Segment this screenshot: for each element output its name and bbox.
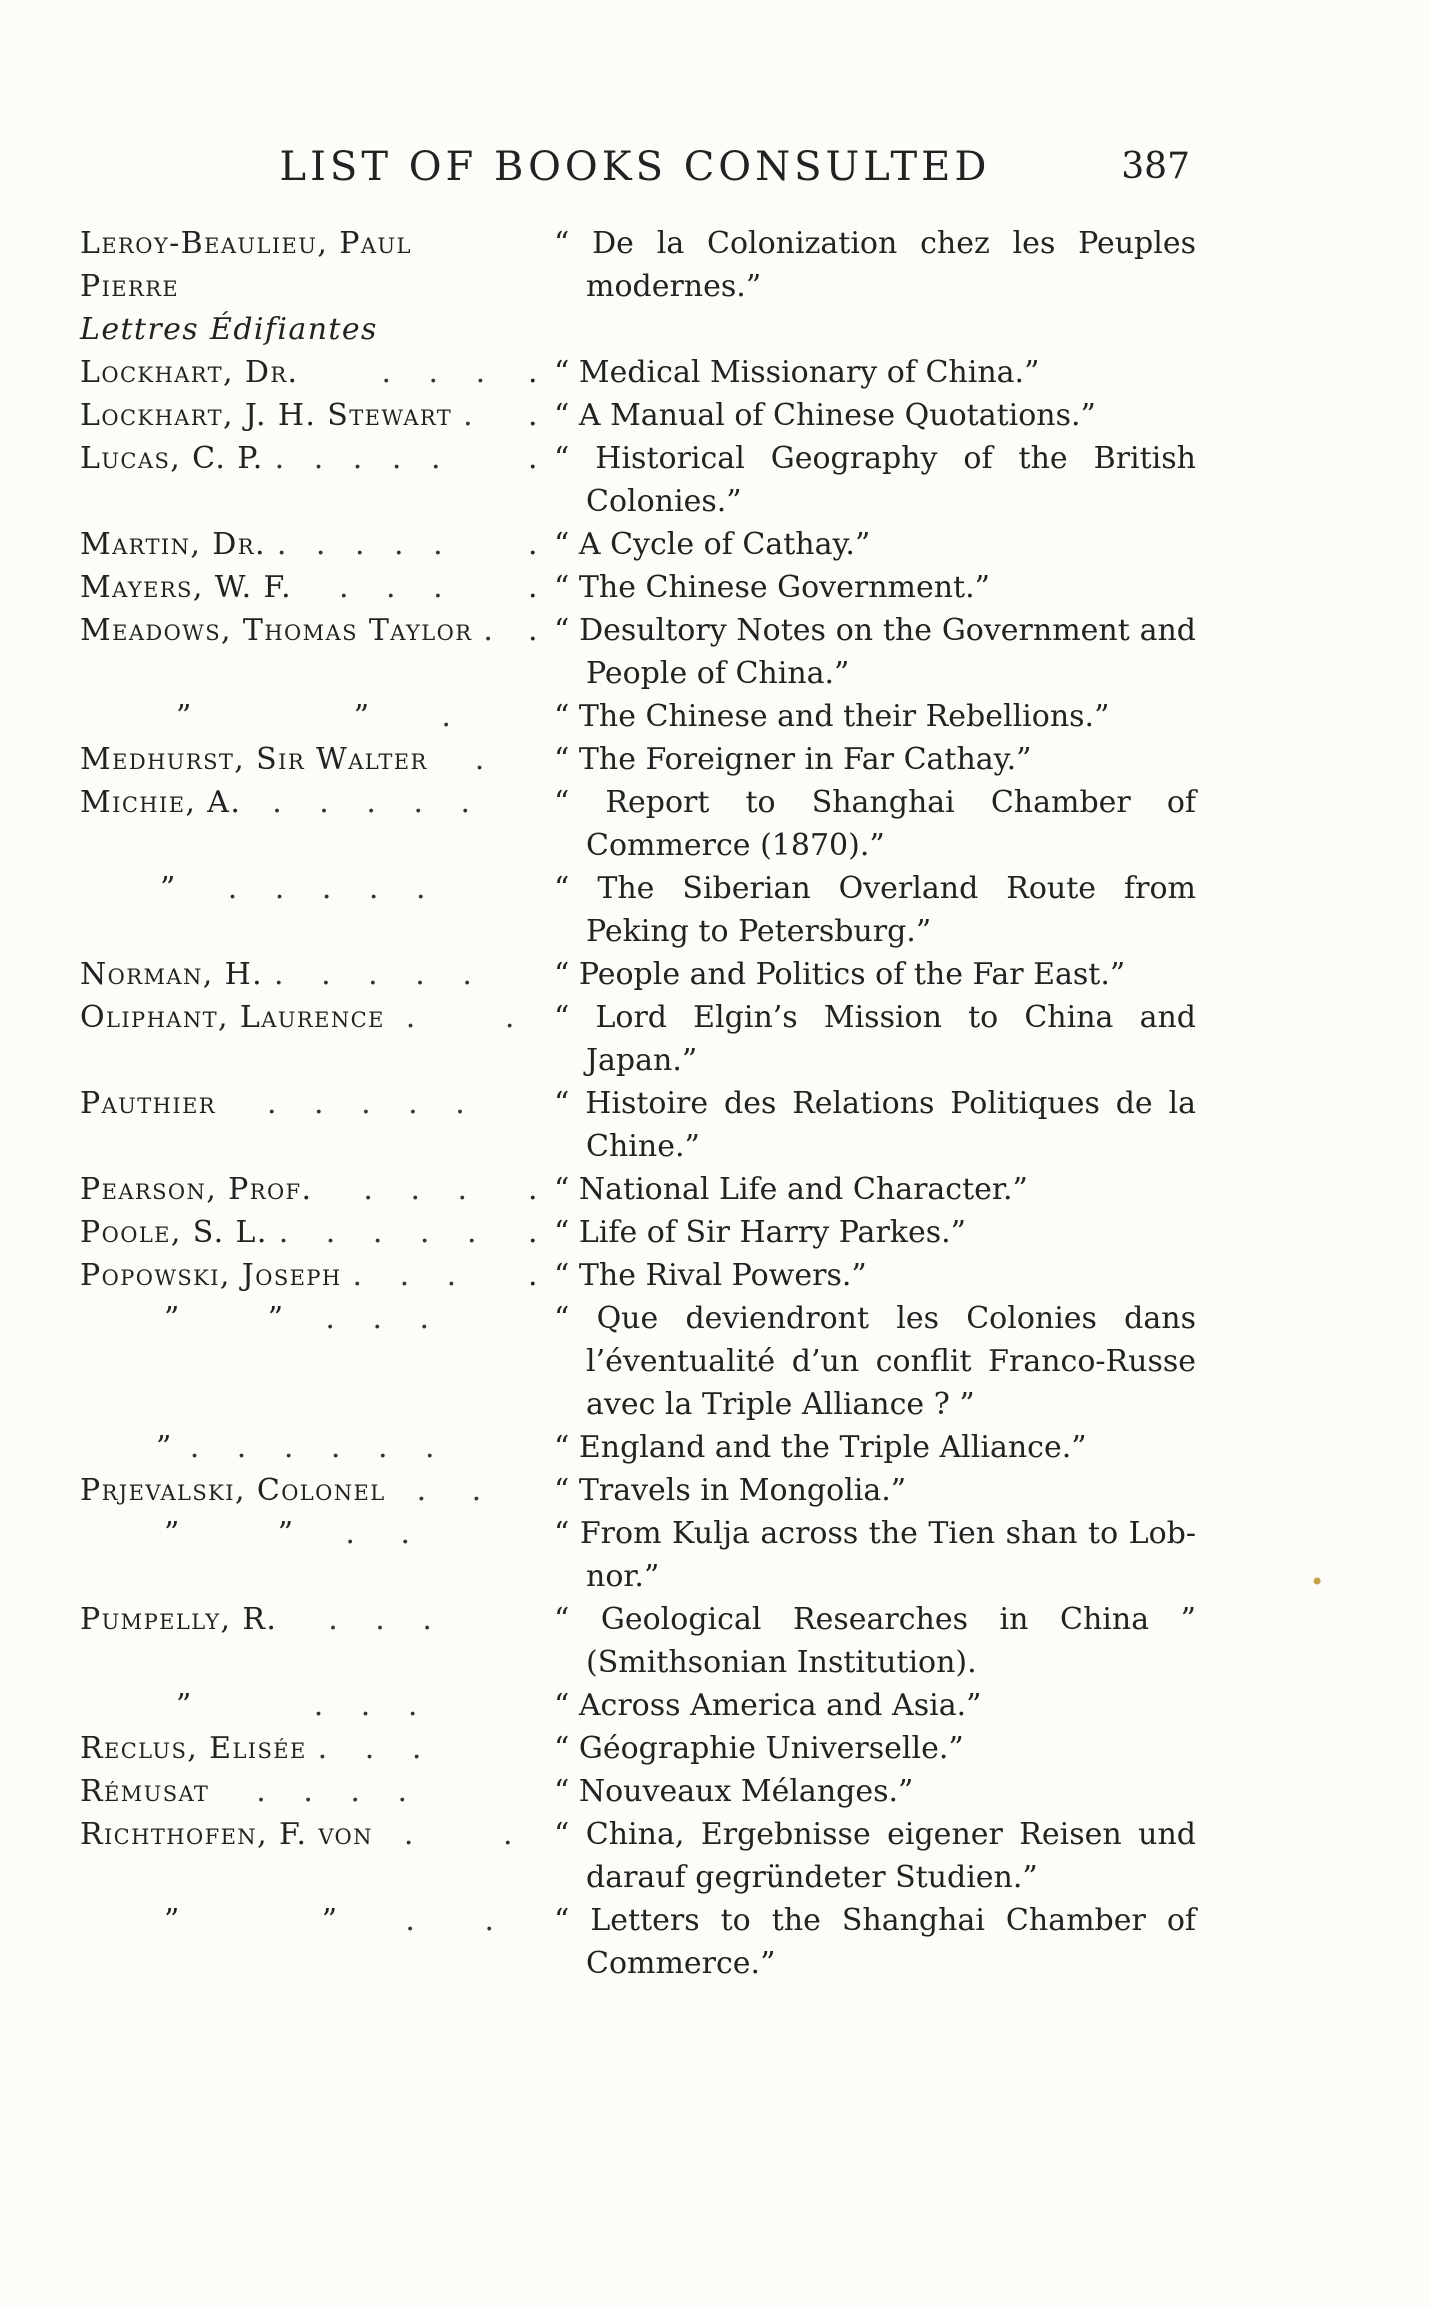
leader-dots: . . . . . bbox=[274, 441, 451, 476]
ditto-mark: ” bbox=[277, 1516, 295, 1551]
list-item: Popowski, Joseph . . . . “ The Rival Powers.” bbox=[80, 1254, 1200, 1297]
book-title: “ Life of Sir Harry Parkes.” bbox=[554, 1215, 966, 1250]
author-name: Michie, A. bbox=[80, 785, 242, 820]
list-item: Pearson, Prof. . . . . “ National Life and Character.” bbox=[80, 1168, 1200, 1211]
leader-dots: . . . . . bbox=[266, 1086, 479, 1121]
list-item bbox=[80, 1426, 1200, 1469]
author-name: Mayers, W. F. bbox=[80, 570, 293, 605]
leader-dots: . . . . . bbox=[278, 1215, 491, 1250]
author-name: Rémusat bbox=[80, 1774, 210, 1809]
list-item bbox=[80, 781, 1200, 867]
author-name: Poole, S. L. bbox=[80, 1215, 268, 1250]
leader-dots: . . . . . bbox=[227, 871, 440, 906]
list-item: Poole, S. L. . . . . . . “ Life of Sir Harry Parkes.” bbox=[80, 1211, 1200, 1254]
list-item bbox=[80, 1770, 1200, 1813]
book-title: “ The Foreigner in Far Cathay.” bbox=[554, 742, 1032, 777]
book-title: “ The Chinese Government.” bbox=[554, 570, 990, 605]
page-title: LIST OF BOOKS CONSULTED bbox=[279, 144, 991, 190]
author-name: Pumpelly, R. bbox=[80, 1602, 278, 1637]
author-name: Leroy-Beaulieu, Paul bbox=[80, 226, 412, 261]
book-title: “ Travels in Mongolia.” bbox=[554, 1473, 907, 1508]
book-title: “ Letters to the Shanghai Chamber of Commerce.” bbox=[554, 1903, 1196, 1981]
leader-dots: . . . bbox=[363, 1172, 482, 1207]
list-item: Martin, Dr. . . . . . . “ A Cycle of Cathay.” bbox=[80, 523, 1200, 566]
leader-dots: . . . bbox=[352, 1258, 471, 1293]
author-name: Lucas, C. P. bbox=[80, 441, 264, 476]
book-title: “ Across America and Asia.” bbox=[554, 1688, 982, 1723]
list-item bbox=[80, 738, 1200, 781]
ditto-mark: ” bbox=[156, 1430, 173, 1465]
book-title: “ People and Politics of the Far East.” bbox=[554, 957, 1126, 992]
book-title: “ Lord Elgin’s Mission to China and Japan.” bbox=[554, 1000, 1196, 1078]
book-title: “ National Life and Character.” bbox=[554, 1172, 1028, 1207]
list-item bbox=[80, 1598, 1200, 1684]
book-title: “ China, Ergebnisse eigener Reisen und darauf gegründeter Studien.” bbox=[554, 1817, 1196, 1895]
leader-dots: . . . bbox=[325, 1301, 444, 1336]
leader-dots: . bbox=[441, 699, 453, 734]
ditto-mark: ” bbox=[164, 1516, 181, 1551]
leader-dots: . . . bbox=[381, 355, 500, 390]
list-item: Mayers, W. F. . . . . “ The Chinese Government.” bbox=[80, 566, 1200, 609]
leader-dots: . . bbox=[416, 1473, 500, 1508]
leader-dots: . . . bbox=[313, 1688, 432, 1723]
book-title: “ From Kulja across the Tien shan to Lob-nor.” bbox=[554, 1516, 1196, 1594]
author-name: Lockhart, J. H. Stewart bbox=[80, 398, 453, 433]
list-item bbox=[80, 695, 1200, 738]
list-item bbox=[80, 867, 1200, 953]
leader-dots: . . bbox=[405, 1903, 524, 1938]
leader-dots: . . bbox=[345, 1516, 428, 1551]
leader-dots: . . bbox=[403, 1817, 553, 1852]
book-title: “ England and the Triple Alliance.” bbox=[554, 1430, 1087, 1465]
author-name: Norman, H. bbox=[80, 957, 264, 992]
ditto-mark: ” bbox=[321, 1903, 339, 1938]
ditto-mark: ” bbox=[164, 1301, 181, 1336]
leader-dots: . . . . . bbox=[274, 957, 486, 992]
book-title: “ A Cycle of Cathay.” bbox=[554, 527, 871, 562]
bibliography-list bbox=[80, 222, 1200, 1985]
leader-dots: . bbox=[483, 613, 495, 648]
list-item bbox=[80, 1297, 1200, 1426]
author-name-continued: Pierre bbox=[80, 269, 180, 304]
book-title: “ Que deviendront les Colonies dans l’éventualité d’un conflit Franco-Russe avec la Triple Alliance ? ” bbox=[554, 1301, 1196, 1422]
book-title: “ The Siberian Overland Route from Peking to Petersburg.” bbox=[554, 871, 1196, 949]
leader-dots: . . . bbox=[317, 1731, 436, 1766]
list-item: Lucas, C. P. . . . . . . “ Historical Geography of the British Colonies.” bbox=[80, 437, 1200, 523]
list-item bbox=[80, 1082, 1200, 1168]
book-title: “ Report to Shanghai Chamber of Commerce (1870).” bbox=[554, 785, 1196, 863]
author-name: Reclus, Elisée bbox=[80, 1731, 307, 1766]
leader-dots: . . . . . bbox=[272, 785, 485, 820]
ditto-mark: ” bbox=[164, 1903, 181, 1938]
author-name: Pauthier bbox=[80, 1086, 217, 1121]
leader-dots: . . . . . . bbox=[189, 1430, 449, 1465]
book-title: “ Histoire des Relations Politiques de la Chine.” bbox=[554, 1086, 1196, 1164]
book-title: “ Nouveaux Mélanges.” bbox=[554, 1774, 914, 1809]
list-item: Lockhart, J. H. Stewart . . “ A Manual of Chinese Quotations.” bbox=[80, 394, 1200, 437]
book-title: “ De la Colonization chez les Peuples modernes.” bbox=[554, 226, 1196, 304]
list-item bbox=[80, 1469, 1200, 1512]
author-name: Prjevalski, Colonel bbox=[80, 1473, 386, 1508]
book-title: “ A Manual of Chinese Quotations.” bbox=[554, 398, 1096, 433]
book-title: “ Desultory Notes on the Government and People of China.” bbox=[554, 613, 1196, 691]
ditto-mark: ” bbox=[353, 699, 371, 734]
author-name: Pearson, Prof. bbox=[80, 1172, 313, 1207]
author-name: Meadows, Thomas Taylor bbox=[80, 613, 473, 648]
ditto-mark: ” bbox=[160, 871, 177, 906]
book-title: “ Medical Missionary of China.” bbox=[554, 355, 1040, 390]
list-item bbox=[80, 1684, 1200, 1727]
leader-dots: . . . bbox=[338, 570, 457, 605]
list-item bbox=[80, 308, 1200, 351]
page-number: 387 bbox=[1121, 146, 1190, 187]
author-name: Oliphant, Laurence bbox=[80, 1000, 385, 1035]
author-name: Lockhart, Dr. bbox=[80, 355, 299, 390]
book-title: “ The Chinese and their Rebellions.” bbox=[554, 699, 1110, 734]
list-item bbox=[80, 1727, 1200, 1770]
list-item bbox=[80, 1512, 1200, 1598]
author-name: Popowski, Joseph bbox=[80, 1258, 342, 1293]
leader-dots: . bbox=[474, 742, 486, 777]
ditto-mark: ” bbox=[267, 1301, 285, 1336]
ditto-mark: ” bbox=[176, 1688, 193, 1723]
list-item: Lockhart, Dr. . . . . “ Medical Missionary of China.” bbox=[80, 351, 1200, 394]
list-item bbox=[80, 953, 1200, 996]
list-item bbox=[80, 996, 1200, 1082]
ditto-mark: ” bbox=[176, 699, 193, 734]
author-name: Medhurst, Sir Walter bbox=[80, 742, 428, 777]
book-title: “ Historical Geography of the British Colonies.” bbox=[554, 441, 1196, 519]
author-name: Richthofen, F. von bbox=[80, 1817, 373, 1852]
book-title: “ Géographie Universelle.” bbox=[554, 1731, 964, 1766]
list-item bbox=[80, 1813, 1200, 1899]
leader-dots: . . bbox=[405, 1000, 555, 1035]
leader-dots: . bbox=[463, 398, 475, 433]
stray-ink-mark: • bbox=[1310, 1568, 1325, 1596]
book-title: “ Geological Researches in China ” (Smithsonian Institution). bbox=[554, 1602, 1196, 1680]
running-header bbox=[80, 142, 1190, 192]
list-item bbox=[80, 222, 1200, 308]
list-item bbox=[80, 1899, 1200, 1985]
leader-dots: . . . bbox=[328, 1602, 446, 1637]
list-item: Meadows, Thomas Taylor . . “ Desultory Notes on the Government and People of China.” bbox=[80, 609, 1200, 695]
book-title: “ The Rival Powers.” bbox=[554, 1258, 867, 1293]
leader-dots: . . . . . bbox=[276, 527, 453, 562]
leader-dots: . . . . bbox=[256, 1774, 422, 1809]
author-name: Lettres Édifiantes bbox=[80, 312, 378, 347]
author-name: Martin, Dr. bbox=[80, 527, 266, 562]
